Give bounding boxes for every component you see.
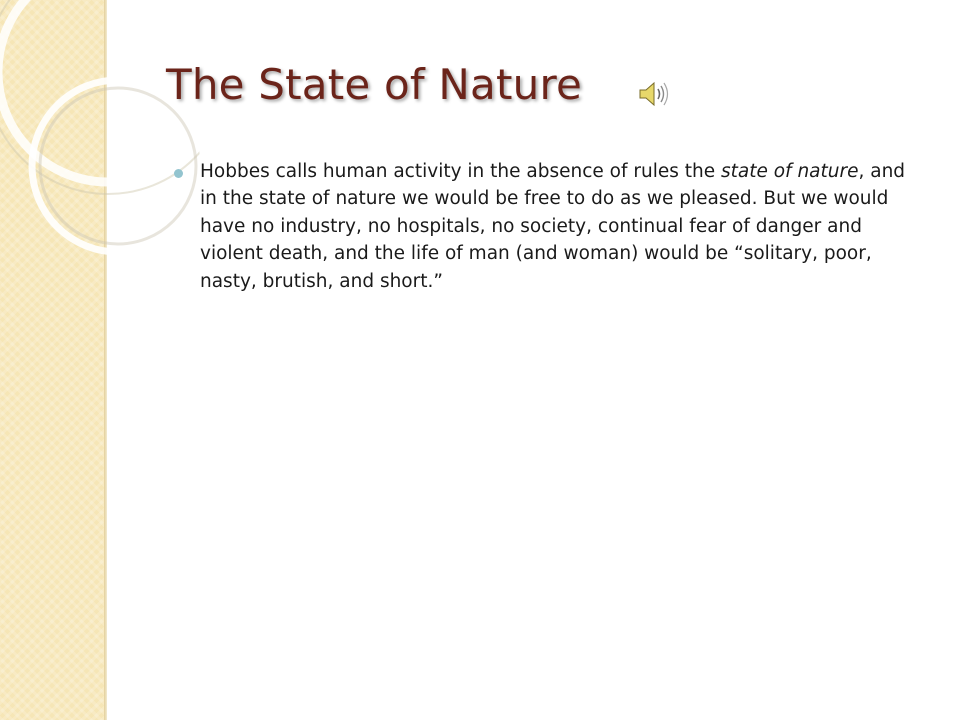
bullet-text-segment: Hobbes calls human activity in the absence of rules the: [200, 161, 721, 182]
slide-title: The State of Nature: [166, 60, 583, 109]
speaker-audio-icon[interactable]: [636, 78, 676, 110]
bullet-text: [200, 158, 906, 295]
bullet-dot: [174, 169, 183, 178]
bullet-list: [166, 158, 906, 295]
bullet-text-italic: state of nature: [720, 161, 859, 182]
bullet-item: [166, 158, 906, 295]
bullet-text-segment: , and in the state of nature we would be free to do as we pleased. But we would have no industry, no hospitals, no society, continual fear of danger and violent death, and the life of man (and woman) would be “solitary, poor, nasty, brutish, and short.”: [200, 161, 906, 292]
